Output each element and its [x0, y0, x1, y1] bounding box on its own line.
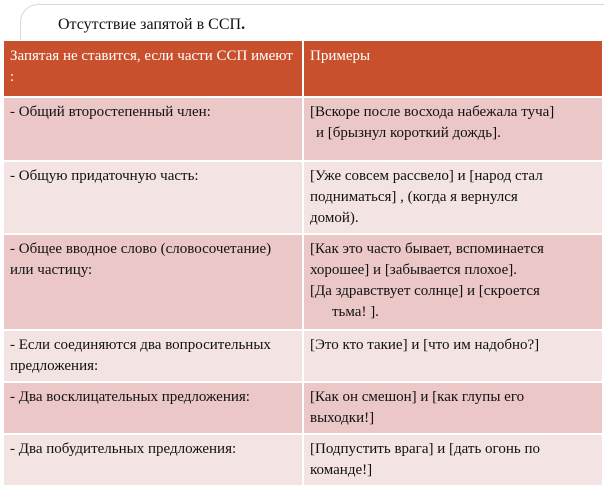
table-row: [3, 161, 603, 234]
table-row: [3, 382, 603, 434]
example-line: тьма! ].: [332, 304, 379, 320]
example-line: [Да здравствует солнце] и [скроется: [310, 283, 540, 299]
table-row: [3, 234, 603, 330]
example-cell: [303, 330, 603, 382]
example-cell: [303, 161, 603, 234]
example-cell: [303, 234, 603, 330]
example-cell: [303, 434, 603, 486]
example-cell: [303, 97, 603, 161]
example-line: и [брызнул короткий дождь].: [316, 125, 501, 141]
condition-cell: - Два восклицательных предложения:: [3, 382, 303, 434]
table-row: [3, 434, 603, 486]
condition-cell: - Общую придаточную часть:: [3, 161, 303, 234]
table-row: [3, 330, 603, 382]
table-row: [3, 97, 603, 161]
condition-cell: - Два побудительных предложения:: [3, 434, 303, 486]
example-line: [Вскоре после восхода набежала туча]: [310, 104, 555, 120]
condition-cell: - Если соединяются два вопросительных предложения:: [3, 330, 303, 382]
example-line: [Это кто такие] и [что им надобно?]: [310, 337, 540, 353]
example-line: выходки!]: [310, 410, 375, 426]
example-line: [Как он смешон] и [как глупы его: [310, 389, 525, 405]
example-line: [Уже совсем рассвело] и [народ стал: [310, 168, 543, 184]
rules-table: [2, 40, 604, 487]
page-title: Отсутствие запятой в ССП.: [58, 16, 246, 33]
condition-cell: - Общий второстепенный член:: [3, 97, 303, 161]
condition-cell: - Общее вводное слово (словосочетание) или частицу:: [3, 234, 303, 330]
header-examples: Примеры: [303, 41, 603, 98]
table-header-row: [3, 41, 603, 98]
example-line: хорошее] и [забывается плохое].: [310, 262, 518, 278]
header-condition: Запятая не ставится, если части ССП имеют :: [3, 41, 303, 98]
example-line: подниматься] , (когда я вернулся: [310, 189, 518, 205]
example-line: [Подпустить врага] и [дать огонь по: [310, 441, 540, 457]
example-cell: [303, 382, 603, 434]
example-line: [Как это часто бывает, вспоминается: [310, 241, 544, 257]
example-line: домой).: [310, 210, 359, 226]
example-line: команде!]: [310, 462, 373, 478]
